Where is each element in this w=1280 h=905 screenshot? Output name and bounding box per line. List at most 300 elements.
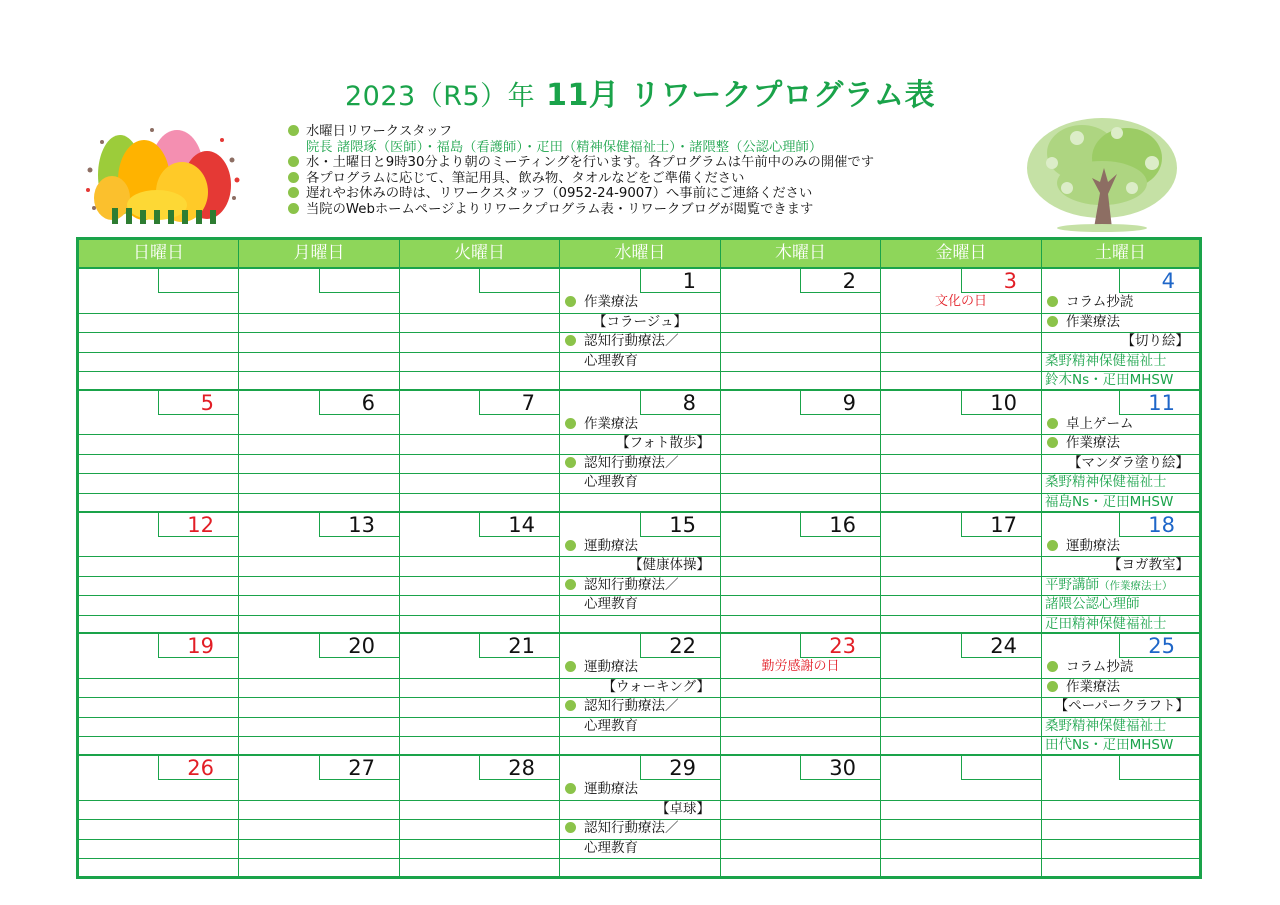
calendar-day: [881, 756, 1042, 878]
day-number: 27: [319, 756, 399, 780]
calendar-day: [721, 513, 881, 633]
rule-line: [721, 576, 880, 577]
calendar-day: [400, 391, 560, 511]
rule-line: [1042, 819, 1199, 820]
calendar-day: [239, 513, 400, 633]
rule-line: [721, 313, 880, 314]
program-text: 心理教育: [584, 839, 638, 856]
rule-line: [1042, 839, 1199, 840]
rule-line: [721, 371, 880, 372]
day-number: 7: [479, 391, 559, 415]
day-number: 21: [479, 634, 559, 658]
program-subtext: （作業療法士）: [1099, 579, 1173, 592]
day-number: 25: [1119, 634, 1199, 658]
calendar-week: [79, 756, 1199, 878]
rule-line: [400, 352, 559, 353]
program-line: [560, 454, 720, 474]
note-item: [288, 186, 874, 202]
rule-line: [79, 697, 238, 698]
program-line: [1042, 697, 1199, 717]
day-number: 12: [158, 513, 238, 537]
program-text: 【ヨガ教室】: [1108, 557, 1189, 574]
rule-line: [239, 678, 399, 679]
program-text: コラム抄読: [1066, 294, 1134, 310]
calendar-header: [79, 240, 1199, 269]
rule-line: [239, 454, 399, 455]
calendar-week: [79, 269, 1199, 391]
rule-line: [239, 352, 399, 353]
program-text: 作業療法: [1066, 313, 1120, 330]
program-text: 諸隈公認心理師: [1045, 596, 1140, 613]
weekday-header: 木曜日: [721, 240, 881, 267]
day-number: 2: [800, 269, 880, 293]
calendar-day: [881, 634, 1042, 754]
rule-line: [400, 736, 559, 737]
program-text: 認知行動療法／: [584, 454, 679, 471]
program-text: コラム抄読: [1066, 659, 1134, 676]
day-number: 30: [800, 756, 880, 780]
calendar-day: [1042, 269, 1199, 389]
rule-line: [239, 493, 399, 494]
calendar-day: [239, 391, 400, 511]
bullet-icon: [1047, 437, 1058, 448]
program-line: [1042, 293, 1199, 313]
rule-line: [400, 371, 559, 372]
bullet-icon: [1047, 418, 1058, 429]
program-line: [560, 819, 720, 839]
calendar-day: [239, 269, 400, 389]
day-number: 23: [800, 634, 880, 658]
program-line: [1042, 332, 1199, 352]
program-line: [560, 839, 720, 859]
program-text: 【コラージュ】: [593, 313, 687, 330]
program-line: [1042, 556, 1199, 576]
calendar-day: [560, 756, 721, 878]
rule-line: [79, 332, 238, 333]
day-number: [961, 756, 1041, 780]
rule-line: [560, 371, 720, 372]
rule-line: [881, 717, 1041, 718]
note-text: 院長 諸隈琢（医師）・福島（看護師）・疋田（精神保健福祉士）・諸隈整（公認心理師）: [306, 139, 823, 155]
calendar-day: [79, 391, 239, 511]
rule-line: [721, 352, 880, 353]
program-line: [1042, 313, 1199, 333]
program-text: 疋田精神保健福祉士: [1045, 615, 1167, 632]
note-item: [288, 140, 874, 156]
rule-line: [79, 556, 238, 557]
rule-line: [239, 800, 399, 801]
calendar-day: [881, 391, 1042, 511]
rule-line: [881, 313, 1041, 314]
rule-line: [881, 473, 1041, 474]
calendar-day: [1042, 756, 1199, 878]
rule-line: [400, 313, 559, 314]
program-line: [1042, 473, 1199, 493]
program-line: [1042, 371, 1199, 389]
rule-line: [721, 473, 880, 474]
rule-line: [239, 819, 399, 820]
program-line: [560, 697, 720, 717]
rule-line: [721, 858, 880, 859]
program-line: [1042, 434, 1199, 454]
rule-line: [881, 736, 1041, 737]
day-number: [319, 269, 399, 293]
rule-line: [79, 473, 238, 474]
program-line: [1042, 736, 1199, 754]
rule-line: [721, 678, 880, 679]
day-number: 9: [800, 391, 880, 415]
program-line: [560, 352, 720, 372]
rule-line: [79, 736, 238, 737]
title-name: リワークプログラム表: [630, 78, 935, 113]
day-number: 16: [800, 513, 880, 537]
rule-line: [400, 678, 559, 679]
day-number: 17: [961, 513, 1041, 537]
rule-line: [400, 717, 559, 718]
calendar-day: [1042, 391, 1199, 511]
day-number: 24: [961, 634, 1041, 658]
calendar-day: [560, 513, 721, 633]
program-line: [1042, 493, 1199, 511]
calendar-day: [721, 756, 881, 878]
rule-line: [721, 454, 880, 455]
rule-line: [721, 697, 880, 698]
holiday-label: [881, 292, 1041, 312]
day-number: 15: [640, 513, 720, 537]
day-number: 5: [158, 391, 238, 415]
program-line: [560, 537, 720, 557]
rule-line: [400, 615, 559, 616]
bullet-icon: [565, 418, 576, 429]
rule-line: [881, 839, 1041, 840]
program-line: [1042, 576, 1199, 596]
program-text: 平野講師: [1045, 576, 1099, 593]
weekday-header: 金曜日: [881, 240, 1042, 267]
bullet-icon: [565, 457, 576, 468]
rule-line: [79, 858, 238, 859]
day-number: 1: [640, 269, 720, 293]
program-text: 運動療法: [1066, 537, 1120, 554]
program-text: 認知行動療法／: [584, 576, 679, 593]
program-line: [1042, 678, 1199, 698]
bullet-icon: [1047, 316, 1058, 327]
program-text: 卓上ゲーム: [1066, 415, 1134, 432]
rule-line: [881, 454, 1041, 455]
program-text: 【マンダラ塗り絵】: [1068, 454, 1189, 471]
day-number: 18: [1119, 513, 1199, 537]
rule-line: [239, 473, 399, 474]
program-text: 認知行動療法／: [584, 698, 679, 715]
rule-line: [881, 352, 1041, 353]
rule-line: [721, 800, 880, 801]
bullet-icon: [288, 172, 299, 183]
program-text: 【健康体操】: [629, 557, 710, 574]
rule-line: [721, 556, 880, 557]
calendar-day: [239, 756, 400, 878]
rule-line: [400, 800, 559, 801]
calendar-day: [79, 513, 239, 633]
rule-line: [79, 800, 238, 801]
rule-line: [400, 473, 559, 474]
title-month: 11月: [546, 78, 620, 113]
program-text: 桑野精神保健福祉士: [1045, 352, 1167, 369]
calendar-day: [1042, 634, 1199, 754]
rule-line: [881, 858, 1041, 859]
day-number: 3: [961, 269, 1041, 293]
rule-line: [239, 434, 399, 435]
program-text: 心理教育: [584, 596, 638, 613]
rule-line: [400, 697, 559, 698]
weekday-header: 水曜日: [560, 240, 721, 267]
rule-line: [239, 595, 399, 596]
rule-line: [79, 819, 238, 820]
program-line: [1042, 352, 1199, 372]
day-number: 14: [479, 513, 559, 537]
note-item: [288, 202, 874, 218]
rule-line: [721, 819, 880, 820]
rule-line: [79, 678, 238, 679]
program-text: 【ペーパークラフト】: [1054, 698, 1189, 715]
rule-line: [79, 371, 238, 372]
program-line: [560, 293, 720, 313]
day-number: [158, 269, 238, 293]
calendar-day: [79, 756, 239, 878]
day-number: [1119, 756, 1199, 780]
rule-line: [400, 434, 559, 435]
bullet-icon: [1047, 661, 1058, 672]
rule-line: [721, 839, 880, 840]
calendar-day: [881, 269, 1042, 389]
weekday-header: 日曜日: [79, 240, 239, 267]
note-text: 水曜日リワークスタッフ: [306, 124, 453, 139]
note-item: [288, 124, 874, 140]
rule-line: [239, 839, 399, 840]
calendar-day: [881, 513, 1042, 633]
rule-line: [881, 800, 1041, 801]
calendar-day: [560, 269, 721, 389]
calendar-day: [79, 634, 239, 754]
rule-line: [560, 858, 720, 859]
calendar-day: [721, 391, 881, 511]
bullet-icon: [565, 335, 576, 346]
program-line: [560, 415, 720, 435]
calendar-week: [79, 513, 1199, 635]
rule-line: [721, 595, 880, 596]
program-text: 認知行動療法／: [584, 820, 679, 837]
rule-line: [239, 556, 399, 557]
bullet-icon: [288, 125, 299, 136]
program-line: [560, 780, 720, 800]
rule-line: [400, 556, 559, 557]
rule-line: [239, 576, 399, 577]
program-text: 桑野精神保健福祉士: [1045, 717, 1167, 734]
rule-line: [400, 595, 559, 596]
rule-line: [400, 819, 559, 820]
calendar-week: [79, 634, 1199, 756]
rule-line: [560, 736, 720, 737]
day-number: 10: [961, 391, 1041, 415]
program-text: 勤労感謝の日: [761, 659, 840, 675]
note-text: 各プログラムに応じて、筆記用具、飲み物、タオルなどをご準備ください: [306, 170, 745, 186]
rule-line: [1042, 800, 1199, 801]
bullet-icon: [1047, 296, 1058, 307]
weekday-header: 月曜日: [239, 240, 400, 267]
day-number: 20: [319, 634, 399, 658]
program-text: 心理教育: [584, 717, 638, 734]
day-number: 11: [1119, 391, 1199, 415]
rule-line: [79, 352, 238, 353]
rule-line: [239, 736, 399, 737]
program-line: [560, 434, 720, 454]
rule-line: [881, 371, 1041, 372]
rule-line: [400, 454, 559, 455]
rule-line: [79, 595, 238, 596]
day-number: 19: [158, 634, 238, 658]
rule-line: [79, 434, 238, 435]
notes-list: [288, 124, 874, 218]
rule-line: [239, 371, 399, 372]
rule-line: [1042, 858, 1199, 859]
day-number: 4: [1119, 269, 1199, 293]
rule-line: [79, 576, 238, 577]
rule-line: [721, 717, 880, 718]
calendar-day: [1042, 513, 1199, 633]
program-line: [1042, 658, 1199, 678]
rule-line: [400, 839, 559, 840]
program-line: [1042, 717, 1199, 737]
program-text: 心理教育: [584, 352, 638, 369]
program-text: 【切り絵】: [1121, 333, 1189, 349]
rule-line: [79, 313, 238, 314]
program-text: 作業療法: [584, 415, 638, 432]
bullet-icon: [288, 203, 299, 214]
program-text: 【フォト散歩】: [616, 435, 710, 452]
note-text: 水・土曜日と9時30分より朝のミーティングを行います。各プログラムは午前中のみの開催です: [306, 155, 875, 171]
bullet-icon: [565, 540, 576, 551]
bullet-icon: [288, 187, 299, 198]
program-text: 【ウォーキング】: [602, 678, 710, 695]
note-text: 遅れやお休みの時は、リワークスタッフ（0952-24-9007）へ事前にご連絡ください: [306, 186, 813, 202]
rule-line: [560, 615, 720, 616]
day-number: 28: [479, 756, 559, 780]
rule-line: [400, 576, 559, 577]
calendar-day: [721, 634, 881, 754]
rule-line: [239, 332, 399, 333]
day-number: 8: [640, 391, 720, 415]
calendar-day: [239, 634, 400, 754]
day-number: 13: [319, 513, 399, 537]
rule-line: [721, 615, 880, 616]
bullet-icon: [565, 822, 576, 833]
program-text: 鈴木Ns・疋田MHSW: [1045, 372, 1174, 388]
rule-line: [239, 717, 399, 718]
calendar-day: [721, 269, 881, 389]
program-line: [1042, 595, 1199, 615]
rule-line: [881, 493, 1041, 494]
rule-line: [721, 736, 880, 737]
day-number: 29: [640, 756, 720, 780]
green-tree-illustration: [1022, 108, 1182, 237]
rule-line: [400, 493, 559, 494]
program-text: 認知行動療法／: [584, 333, 679, 349]
note-item: [288, 155, 874, 171]
rule-line: [881, 576, 1041, 577]
rule-line: [79, 454, 238, 455]
day-number: 22: [640, 634, 720, 658]
program-text: 運動療法: [584, 659, 638, 676]
note-item: [288, 171, 874, 187]
program-line: [560, 800, 720, 820]
calendar-week: [79, 391, 1199, 513]
program-line: [1042, 537, 1199, 557]
rule-line: [721, 493, 880, 494]
program-text: 【卓球】: [656, 800, 710, 817]
note-text: 当院のWebホームページよりリワークプログラム表・リワークブログが閲覧できます: [306, 201, 814, 217]
program-text: 運動療法: [584, 781, 638, 798]
bullet-icon: [565, 700, 576, 711]
rule-line: [79, 493, 238, 494]
program-line: [560, 595, 720, 615]
program-line: [560, 313, 720, 333]
day-number: 26: [158, 756, 238, 780]
rule-line: [79, 839, 238, 840]
program-text: 作業療法: [1066, 435, 1120, 452]
bullet-icon: [565, 661, 576, 672]
program-line: [560, 556, 720, 576]
rule-line: [400, 332, 559, 333]
rule-line: [881, 556, 1041, 557]
rule-line: [79, 615, 238, 616]
calendar-day: [560, 391, 721, 511]
holiday-label: [721, 657, 880, 677]
bullet-icon: [565, 783, 576, 794]
weekday-header: 土曜日: [1095, 243, 1146, 263]
rule-line: [881, 434, 1041, 435]
weekday-header: 火曜日: [400, 240, 560, 267]
calendar-day: [79, 269, 239, 389]
program-text: 心理教育: [584, 474, 638, 491]
calendar-day: [400, 756, 560, 878]
rule-line: [560, 493, 720, 494]
program-line: [560, 473, 720, 493]
rule-line: [400, 858, 559, 859]
program-line: [560, 576, 720, 596]
rule-line: [239, 313, 399, 314]
autumn-trees-illustration: [82, 120, 242, 234]
bullet-icon: [565, 296, 576, 307]
day-number: [479, 269, 559, 293]
program-line: [560, 658, 720, 678]
program-line: [1042, 415, 1199, 435]
rule-line: [239, 615, 399, 616]
rule-line: [239, 858, 399, 859]
calendar-day: [560, 634, 721, 754]
program-text: 福島Ns・疋田MHSW: [1045, 493, 1174, 510]
program-text: 作業療法: [584, 294, 638, 310]
program-line: [1042, 454, 1199, 474]
program-text: 桑野精神保健福祉士: [1045, 474, 1167, 491]
program-text: 田代Ns・疋田MHSW: [1045, 737, 1174, 754]
rule-line: [881, 819, 1041, 820]
calendar-grid: [76, 237, 1202, 879]
rule-line: [881, 697, 1041, 698]
program-text: 作業療法: [1066, 678, 1120, 695]
rule-line: [79, 717, 238, 718]
rule-line: [881, 595, 1041, 596]
rule-line: [881, 332, 1041, 333]
rule-line: [721, 434, 880, 435]
bullet-icon: [565, 579, 576, 590]
